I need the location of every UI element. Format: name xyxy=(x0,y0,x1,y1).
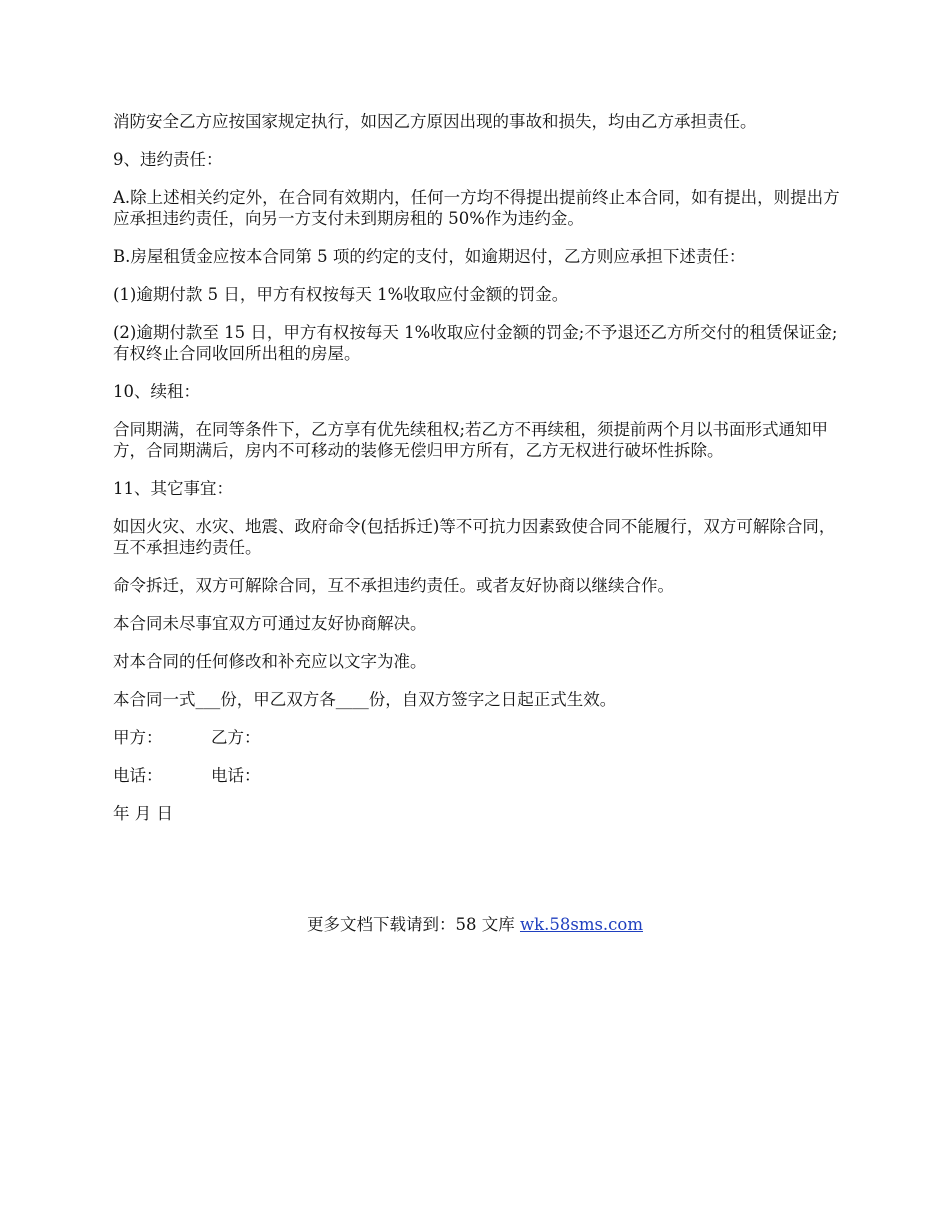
phone-a-label: 电话： xyxy=(113,766,163,785)
paragraph-breach-a: A.除上述相关约定外，在合同有效期内，任何一方均不得提出提前终止本合同，如有提出，则提出方应承担违约责任，向另一方支付未到期房租的 50%作为违约金。 xyxy=(113,188,840,228)
paragraph-late-payment-2: (2)逾期付款至 15 日，甲方有权按每天 1%收取应付金额的罚金;不予退还乙方所交付的租赁保证金;有权终止合同收回所出租的房屋。 xyxy=(113,323,838,363)
footer-prefix: 更多文档下载请到：58 文库 xyxy=(306,915,520,934)
paragraph-demolition: 命令拆迁，双方可解除合同，互不承担违约责任。或者友好协商以继续合作。 xyxy=(113,576,674,595)
paragraph-copies: 本合同一式___份，甲乙双方各____份，自双方签字之日起正式生效。 xyxy=(113,690,617,709)
footer-link[interactable]: wk.58sms.com xyxy=(519,915,643,934)
paragraph-amendments: 对本合同的任何修改和补充应以文字为准。 xyxy=(113,652,427,671)
date-label: 年 月 日 xyxy=(113,804,173,823)
paragraph-breach-b: B.房屋租赁金应按本合同第 5 项的约定的支付，如逾期迟付，乙方则应承担下述责任： xyxy=(113,247,746,266)
heading-other-matters: 11、其它事宜： xyxy=(113,479,233,498)
paragraph-unresolved: 本合同未尽事宜双方可通过友好协商解决。 xyxy=(113,614,427,633)
heading-breach-liability: 9、违约责任： xyxy=(113,150,223,169)
paragraph-late-payment-1: (1)逾期付款 5 日，甲方有权按每天 1%收取应付金额的罚金。 xyxy=(113,285,569,304)
party-a-label: 甲方： xyxy=(113,728,163,747)
signature-party-row xyxy=(113,727,845,748)
paragraph-force-majeure: 如因火灾、水灾、地震、政府命令(包括拆迁)等不可抗力因素致使合同不能履行，双方可解除合同，互不承担违约责任。 xyxy=(113,517,836,557)
paragraph-renewal: 合同期满，在同等条件下，乙方享有优先续租权;若乙方不再续租，须提前两个月以书面形式通知甲方，合同期满后，房内不可移动的装修无偿归甲方所有，乙方无权进行破坏性拆除。 xyxy=(113,420,829,460)
heading-renewal: 10、续租： xyxy=(113,382,200,401)
paragraph-fire-safety: 消防安全乙方应按国家规定执行，如因乙方原因出现的事故和损失，均由乙方承担责任。 xyxy=(113,112,757,131)
footer xyxy=(0,914,950,935)
party-b-label: 乙方： xyxy=(211,728,261,747)
signature-date-row xyxy=(113,803,845,824)
document-body xyxy=(113,111,845,841)
phone-b-label: 电话： xyxy=(211,766,261,785)
signature-phone-row xyxy=(113,765,845,786)
